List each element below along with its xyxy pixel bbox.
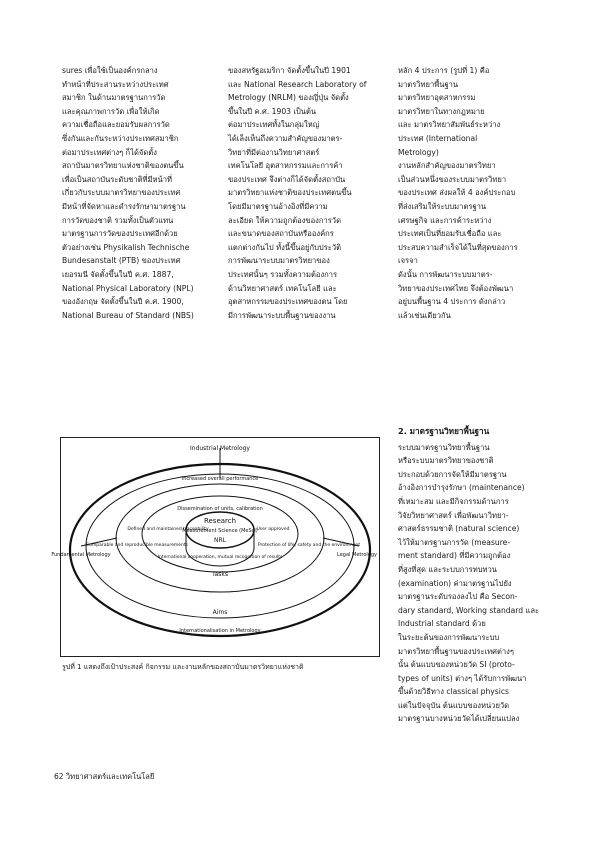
label-right-inner: User approved: [256, 527, 290, 532]
text-line: Metrology (NRLM) ของญี่ปุ่น จัดตั้ง: [228, 93, 349, 103]
text-line: ประสบความสำเร็จได้ในที่สุดของการ: [398, 242, 518, 252]
text-line: งานหลักสำคัญของมาตรวิทยา: [398, 161, 496, 171]
text-line: เจรจา: [398, 256, 418, 266]
text-line: ตัวอย่างเช่น Physikalish Technische: [62, 242, 190, 252]
text-line: การพัฒนาระบบมาตรวิทยาของ: [228, 256, 330, 266]
text-line: สมาชิก ในด้านมาตรฐานการวัด: [62, 93, 166, 103]
figure-caption: รูปที่ 1 แสดงถึงเป้าประสงค์ กิจกรรม และงานหลักของสถาบันมาตรวิทยาแห่งชาติ: [62, 663, 304, 671]
column-right-top: [398, 64, 546, 322]
text-line: dary standard, Working standard และ: [398, 605, 540, 615]
text-line: Industrial standard ด้วย: [398, 619, 486, 629]
text-line: มีการพัฒนาระบบพื้นฐานของงาน: [228, 310, 336, 320]
text-line: มาตรวิทยาในทางกฎหมาย: [398, 106, 485, 116]
text-line: แล้วเช่นเดียวกัน: [398, 310, 451, 320]
text-line: Metrology): [398, 147, 439, 157]
label-aims: Aims: [212, 609, 228, 616]
text-line: มีหน้าที่จัดหาและดำรงรักษามาตรฐาน: [62, 201, 186, 211]
column-right-bottom: [398, 425, 546, 726]
text-line: หรือระบบมาตรวิทยาของชาติ: [398, 456, 494, 466]
label-industrial: Industrial Metrology: [190, 445, 250, 452]
text-line: ศาสตร์ธรรมชาติ (natural science): [398, 524, 520, 534]
label-left-outer: Comparable and reproducible measurements: [85, 543, 189, 548]
text-line: โดยมีมาตรฐานอ้างอิงที่มีความ: [228, 201, 328, 211]
section-heading: 2. มาตรฐานวิทยาพื้นฐาน: [398, 426, 490, 436]
text-line: ของประเทศ ส่งผลให้ 4 องค์ประกอบ: [398, 188, 516, 198]
text-line: (examination) ค่ามาตรฐานไปยัง: [398, 578, 512, 588]
page-footer: 62 วิทยาศาสตร์และเทคโนโลยี: [54, 772, 155, 781]
text-line: มาตรฐานการวัดของประเทศอีกด้วย: [62, 229, 178, 239]
section-body: [398, 441, 546, 726]
text-line: ไว้ให้มาตรฐานการวัด (measure-: [398, 537, 511, 547]
text-line: National Bureau of Standard (NBS): [62, 310, 194, 320]
text-line: เกี่ยวกับระบบมาตรวิทยาของประเทศ: [62, 188, 181, 198]
text-line: types of units) ต่างๆ ได้รับการพัฒนา: [398, 673, 527, 683]
figure-diagram: [51, 437, 380, 657]
text-line: และคุณภาพการวัด เพื่อให้เกิด: [62, 106, 160, 116]
label-mid-inner: International cooperation, mutual recognition of results: [157, 555, 283, 560]
label-top-inner: Dissemination of units, calibration: [177, 506, 263, 512]
label-measurement: Measurement Science (MeSci): [182, 528, 258, 534]
text-line: ของอังกฤษ จัดตั้งขึ้นในปี ค.ศ. 1900,: [62, 297, 184, 307]
text-line: แต่ในปัจจุบัน ต้นแบบของหน่วยวัด: [398, 700, 510, 710]
text-line: ทำหน้าที่ประสานระหว่างประเทศ: [62, 79, 169, 89]
text-line: สถาบันมาตรวิทยาแห่งชาติของตนขึ้น: [62, 161, 184, 171]
text-line: วิจัยวิทยาศาสตร์ เพื่อพัฒนาวิทยา-: [398, 510, 509, 520]
text-line: เพื่อเป็นสถาบันระดับชาติที่มีหน้าที่: [62, 174, 173, 184]
text-line: ของสหรัฐอเมริกา จัดตั้งขึ้นในปี 1901: [228, 66, 351, 75]
column-middle: [228, 64, 380, 322]
text-line: แตกต่างกันไป ทั้งนี้ขึ้นอยู่กับประวัติ: [228, 242, 342, 252]
text-line: การวัดของชาติ รวมทั้งเป็นตัวแทน: [62, 215, 174, 225]
text-line: ประเทศนั้นๆ รวมทั้งความต้องการ: [228, 269, 338, 279]
text-line: ได้เล็งเห็นถึงความสำคัญของมาตร-: [228, 133, 343, 143]
text-line: วิทยาที่มีต่องานวิทยาศาสตร์: [228, 147, 320, 157]
text-line: ที่ส่งเสริมให้ระบบมาตรฐาน: [398, 201, 487, 211]
text-line: ของประเทศ จึงต่างก็ได้จัดตั้งสถาบัน: [228, 174, 346, 184]
text-line: ประกอบด้วยการจัดให้มีมาตรฐาน: [398, 469, 507, 479]
text-line: มาตรฐานระดับรองลงไป คือ Secon-: [398, 592, 518, 602]
text-line: ระบบมาตรฐานวิทยาพื้นฐาน: [398, 442, 490, 452]
text-line: sures เพื่อใช้เป็นองค์กรกลาง: [62, 66, 158, 75]
label-legal: Legal Metrology: [337, 552, 377, 558]
text-line: นั้น ต้นแบบของหน่วยวัด SI (proto-: [398, 660, 515, 670]
label-nrl: NRL: [214, 537, 226, 544]
text-line: National Physical Laboratory (NPL): [62, 283, 194, 293]
text-line: เป็นส่วนหนึ่งของระบบมาตรวิทยา: [398, 174, 507, 184]
text-line: ในระยะต้นของการพัฒนาระบบ: [398, 632, 500, 642]
text-line: ด้านวิทยาศาสตร์ เทคโนโลยี และ: [228, 283, 337, 293]
text-line: ละเอียด ให้ความถูกต้องของการวัด: [228, 215, 342, 225]
text-line: ต่อมาประเทศทั้งในกลุ่มใหญ่: [228, 120, 320, 130]
text-line: ที่เหมาะสม และมีกิจกรรมด้านการ: [398, 496, 509, 506]
label-right-outer: Protection of life, safety and the environment: [257, 543, 361, 548]
label-increased: Increased overall performance: [181, 476, 259, 482]
text-line: อ้างอิงการบำรุงรักษา (maintenance): [398, 483, 525, 493]
text-line: อยู่บนพื้นฐาน 4 ประการ ดังกล่าว: [398, 297, 506, 307]
text-line: มาตรวิทยาพื้นฐาน: [398, 79, 459, 89]
label-fundamental: Fundamental Metrology: [51, 552, 111, 558]
label-research: Research: [203, 517, 237, 525]
text-line: ประเทศเป็นที่ยอมรับเชื่อถือ และ: [398, 229, 502, 239]
text-line: ที่สูงที่สุด และระบบการทบทวน: [398, 564, 497, 574]
label-left-inner: Defined and maintained traceability: [127, 527, 209, 532]
text-line: ขึ้นในปี ค.ศ. 1903 เป็นต้น: [228, 106, 317, 116]
text-line: มาตรวิทยาแห่งชาติของประเทศตนขึ้น: [228, 188, 352, 198]
label-tasks: Tasks: [211, 571, 229, 578]
text-line: และ มาตรวิทยาสัมพันธ์ระหว่าง: [398, 120, 501, 130]
text-line: มาตรวิทยาอุตสาหกรรม: [398, 93, 476, 103]
text-line: มาตรฐานบางหน่วยวัดได้เปลี่ยนแปลง: [398, 714, 520, 724]
text-line: เทคโนโลยี อุตสาหกรรมและการค้า: [228, 161, 343, 171]
metrology-ellipse-diagram: [51, 438, 379, 656]
text-line: ต่อมาประเทศต่างๆ ก็ได้จัดตั้ง: [62, 147, 157, 157]
text-line: เศรษฐกิจ และการค้าระหว่าง: [398, 215, 492, 225]
text-line: อุตสาหกรรมของประเทศของตน โดย: [228, 297, 348, 307]
text-line: ment standard) ที่มีความถูกต้อง: [398, 551, 511, 561]
text-line: เยอรมนี จัดตั้งขึ้นในปี ค.ศ. 1887,: [62, 269, 174, 279]
text-line: มาตรวิทยาพื้นฐานของประเทศต่างๆ: [398, 646, 514, 656]
text-line: หลัก 4 ประการ (รูปที่ 1) คือ: [398, 66, 490, 75]
text-line: ความเชื่อถือและยอมรับผลการวัด: [62, 120, 170, 130]
text-line: ขึ้นด้วยวิธีทาง classical physics: [398, 687, 509, 697]
text-line: ดังนั้น การพัฒนาระบบมาตร-: [398, 269, 493, 279]
text-line: ซึ่งกันและกันระหว่างประเทศสมาชิก: [62, 133, 179, 143]
text-line: Bundesanstalt (PTB) ของประเทศ: [62, 256, 181, 266]
text-line: และ National Research Laboratory of: [228, 79, 367, 89]
column-left: [62, 64, 210, 322]
text-line: และขนาดของสถาบันหรือองค์กร: [228, 229, 334, 239]
text-line: วิทยาของประเทศไทย จึงต้องพัฒนา: [398, 283, 514, 293]
text-line: ประเทศ (International: [398, 133, 478, 143]
label-intl: Internationalisation in Metrology: [179, 628, 261, 634]
